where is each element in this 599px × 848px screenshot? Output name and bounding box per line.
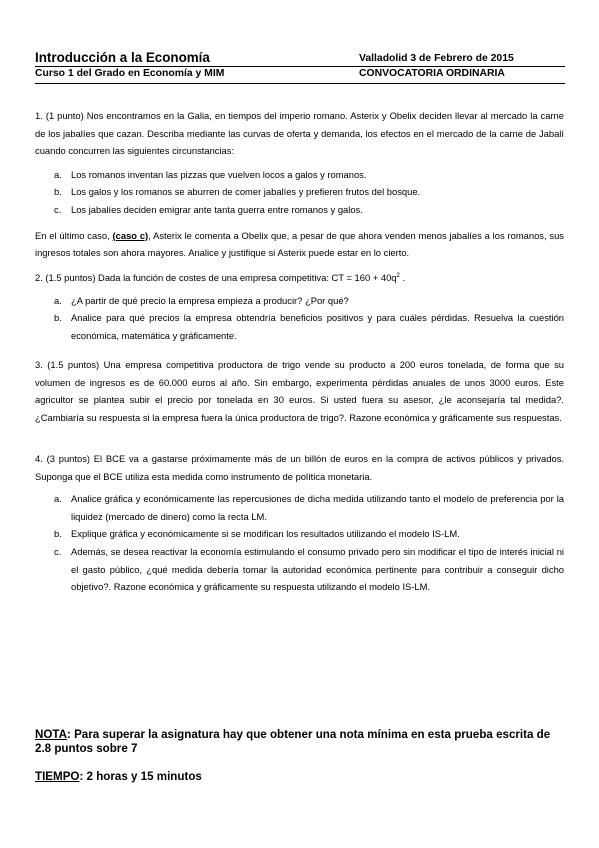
item-text: Los romanos inventan las pizzas que vuelven locos a galos y romanos. [71, 168, 367, 180]
question-3-text: 3. (1.5 puntos) Una empresa competitiva productora de trigo vende su producto a 200 euros tonelada, de forma que su volumen de ingresos es de 60.000 euros al año. Sin embargo, experimenta pérdidas anuales de unos 3000 euros. Este agricultor se plantea subir el precio por tonelada en 30 euros. Si usted fuera su asesor, ¿le aconsejaría tal medida?. ¿Cambiaría su respuesta si la empresa fuera la única productora de trigo?. Razone económica y gráficamente sus respuestas. [35, 359, 564, 423]
tiempo-label: TIEMPO [35, 770, 80, 783]
question-2-intro [35, 269, 564, 287]
nota-block [35, 728, 565, 756]
list-item [35, 183, 564, 201]
header-divider-bottom [35, 83, 565, 84]
question-2-intro-text: 2. (1.5 puntos) Dada la función de costes de una empresa competitiva: CT = 160 + 40q [35, 272, 397, 283]
item-label: b. [54, 528, 62, 540]
course-title: Introducción a la Economía [35, 50, 210, 65]
session-label: CONVOCATORIA ORDINARIA [359, 68, 505, 79]
question-1-followup [35, 227, 564, 262]
header-divider-top [35, 66, 565, 67]
item-label: a. [54, 493, 62, 505]
item-text: Analice para qué precios la empresa obtendría beneficios positivos y para cuáles pérdidas. Resuelva la cuestión económica, matemática y gráficamente. [71, 312, 564, 341]
question-4-intro: 4. (3 puntos) El BCE va a gastarse próximamente más de un billón de euros en la compra de activos públicos y privados. Suponga que el BCE utiliza esta medida como instrumento de política monetaria. [35, 453, 564, 482]
list-item [35, 309, 564, 344]
item-text: Los galos y los romanos se aburren de comer jabalíes y prefieren frutos del bosque. [71, 186, 421, 198]
course-subtitle: Curso 1 del Grado en Economía y MIM [35, 68, 225, 79]
list-item [35, 292, 564, 310]
nota-label: NOTA [35, 728, 67, 741]
item-label: a. [54, 294, 62, 306]
followup-pre: En el último caso, [35, 229, 113, 241]
item-label: c. [54, 203, 62, 215]
tiempo-block [35, 770, 565, 784]
place-date: Valladolid 3 de Febrero de 2015 [359, 53, 514, 64]
list-item [35, 166, 564, 184]
item-text: Explique gráfica y económicamente si se modifican los resultados utilizando el modelo IS-LM. [71, 528, 460, 540]
question-2 [35, 269, 564, 344]
question-4-items [35, 490, 564, 596]
question-2-items [35, 292, 564, 345]
item-label: b. [54, 312, 62, 324]
question-3 [35, 356, 564, 426]
item-text: Además, se desea reactivar la economía estimulando el consumo privado pero sin modificar el tipo de interés inicial ni el gasto público, ¿qué medida debería tomar la autoridad económica pertinente para contribuir a conseguir dicho objetivo?. Razone económica y gráficamente su respuesta utilizando el modelo IS-LM. [71, 545, 564, 593]
item-label: a. [54, 168, 62, 180]
question-4 [35, 450, 564, 596]
item-text: ¿A partir de qué precio la empresa empieza a producir? ¿Por qué? [71, 294, 349, 306]
list-item [35, 201, 564, 219]
question-1-items [35, 166, 564, 219]
item-text: Analice gráfica y económicamente las repercusiones de dicha medida utilizando tanto el modelo de preferencia por la liquidez (mercado de dinero) como la recta LM. [71, 493, 564, 522]
list-item [35, 543, 564, 596]
question-1-intro: 1. (1 punto) Nos encontramos en la Galia, en tiempos del imperio romano. Asterix y Obelix deciden llevar al mercado la carne de los jabalíes que cazan. Describa mediante las curvas de oferta y demanda, los efectos en el mercado de la carne de Jabalí cuando concurren las siguientes circunstancias: [35, 110, 564, 157]
list-item [35, 525, 564, 543]
nota-text: : Para superar la asignatura hay que obtener una nota mínima en esta prueba escrita de 2.8 puntos sobre 7 [35, 728, 551, 755]
item-text: Los jabalíes deciden emigrar ante tanta guerra entre romanos y galos. [71, 203, 363, 215]
exponent: 2 [396, 272, 400, 279]
list-item [35, 490, 564, 525]
question-2-intro-end: . [399, 272, 406, 283]
item-label: c. [54, 545, 62, 557]
question-1 [35, 107, 564, 262]
tiempo-text: : 2 horas y 15 minutos [79, 770, 202, 783]
followup-post: , Asterix le comenta a Obelix que, a pesar de que ahora venden menos jabalíes a los romanos, sus ingresos totales son ahora mayores. Analice y justifique si Asterix puede estar en lo cierto. [35, 229, 564, 259]
item-label: b. [54, 186, 62, 198]
followup-reference: (caso c) [112, 229, 149, 241]
